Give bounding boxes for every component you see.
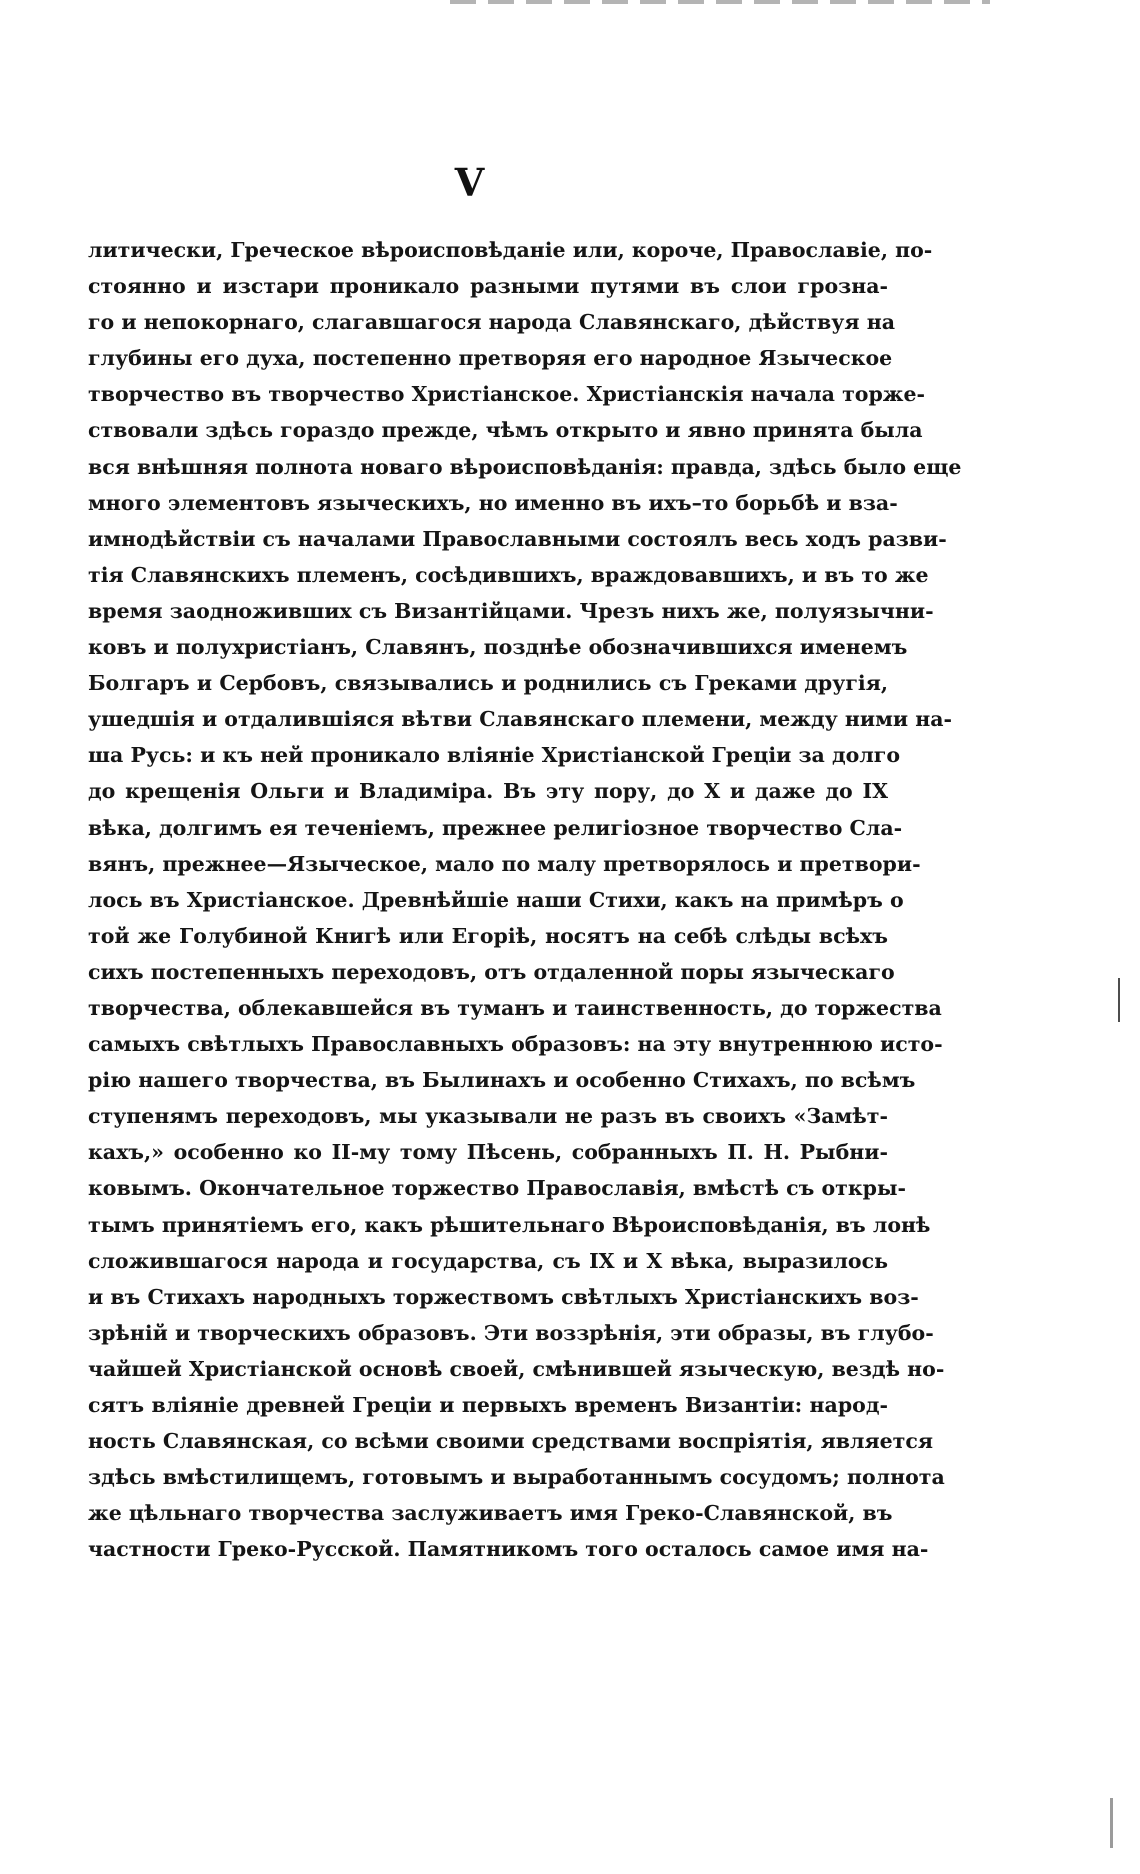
text-line: литически, Греческое вѣроисповѣданіе или, короче, Православіе, по- — [88, 238, 933, 262]
text-line: ушедшія и отдалившіяся вѣтви Славянскаго племени, между ними на- — [88, 707, 953, 732]
text-line: тымъ принятіемъ его, какъ рѣшительнаго Вѣроисповѣданія, въ лонѣ — [88, 1212, 931, 1237]
text-line: сихъ постепенныхъ переходовъ, отъ отдаленной поры языческаго — [88, 959, 895, 984]
text-line: вянъ, прежнее—Языческое, мало по малу претворялось и претвори- — [88, 851, 921, 876]
text-line: много элементовъ языческихъ, но именно въ ихъ–то борьбѣ и вза- — [88, 490, 898, 515]
text-line: ствовали здѣсь гораздо прежде, чѣмъ открыто и явно принята была — [88, 418, 923, 443]
text-line: ша Русь: и къ ней проникало вліяніе Христіанской Греціи за долго — [88, 743, 901, 768]
text-line: время заодноживших съ Византійцами. Чрезъ нихъ же, полуязычни- — [88, 598, 934, 623]
text-line: частности Греко-Русской. Памятникомъ того осталось самое имя на- — [88, 1537, 929, 1562]
margin-speck — [1110, 1798, 1113, 1848]
text-line: тія Славянскихъ племенъ, сосѣдившихъ, враждовавшихъ, и въ то же — [88, 562, 929, 587]
margin-speck — [1118, 978, 1120, 1022]
body-text — [88, 232, 962, 1567]
page-top-edge — [450, 0, 990, 4]
text-line: сложившагося народа и государства, съ IX и X вѣка, выразилось — [88, 1248, 888, 1273]
text-line: здѣсь вмѣстилищемъ, готовымъ и выработаннымъ сосудомъ; полнота — [88, 1465, 945, 1490]
text-line: стоянно и изстари проникало разными путями въ слои грозна- — [88, 274, 888, 299]
text-line: ступенямъ переходовъ, мы указывали не разъ въ своихъ «Замѣт- — [88, 1104, 888, 1129]
text-line: имнодѣйствіи съ началами Православными состоялъ весь ходъ разви- — [88, 526, 947, 551]
text-line: го и непокорнаго, слагавшагося народа Славянскаго, дѣйствуя на — [88, 310, 895, 335]
text-line: чайшей Христіанской основѣ своей, смѣнившей языческую, вездѣ но- — [88, 1356, 945, 1381]
page-number: V — [454, 160, 486, 205]
text-line: вѣка, долгимъ ея теченіемъ, прежнее религіозное творчество Сла- — [88, 815, 903, 840]
text-line: творчества, облекавшейся въ туманъ и таинственность, до торжества — [88, 995, 942, 1020]
text-line: той же Голубиной Книгѣ или Егоріѣ, носятъ на себѣ слѣды всѣхъ — [88, 923, 888, 948]
text-line: ковъ и полухристіанъ, Славянъ, позднѣе обозначившихся именемъ — [88, 635, 908, 660]
text-line: самыхъ свѣтлыхъ Православныхъ образовъ: на эту внутреннюю исто- — [88, 1032, 943, 1057]
text-line: лось въ Христіанское. Древнѣйшіе наши Стихи, какъ на примѣръ о — [88, 887, 904, 912]
text-line: и въ Стихахъ народныхъ торжествомъ свѣтлыхъ Христіанскихъ воз- — [88, 1284, 919, 1309]
text-line: ность Славянская, со всѣми своими средствами воспріятія, является — [88, 1429, 934, 1454]
text-line: вся внѣшняя полнота новаго вѣроисповѣданія: правда, здѣсь было еще — [88, 454, 962, 479]
text-line: зрѣній и творческихъ образовъ. Эти воззрѣнія, эти образы, въ глубо- — [88, 1320, 934, 1345]
text-line: творчество въ творчество Христіанское. Христіанскія начала торже- — [88, 382, 926, 407]
text-line: сятъ вліяніе древней Греціи и первыхъ временъ Византіи: народ- — [88, 1393, 888, 1417]
text-line: кахъ,» особенно ко II-му тому Пѣсень, собранныхъ П. Н. Рыбни- — [88, 1140, 888, 1165]
text-line: рію нашего творчества, въ Былинахъ и особенно Стихахъ, по всѣмъ — [88, 1068, 916, 1093]
text-line: ковымъ. Окончательное торжество Православія, вмѣстѣ съ откры- — [88, 1176, 907, 1201]
text-line: до крещенія Ольги и Владиміра. Въ эту пору, до X и даже до IX — [88, 779, 888, 804]
text-line: Болгаръ и Сербовъ, связывались и роднились съ Греками другія, — [88, 671, 888, 696]
text-line: же цѣльнаго творчества заслуживаетъ имя Греко-Славянской, въ — [88, 1501, 893, 1526]
text-line: глубины его духа, постепенно претворяя его народное Языческое — [88, 346, 893, 371]
